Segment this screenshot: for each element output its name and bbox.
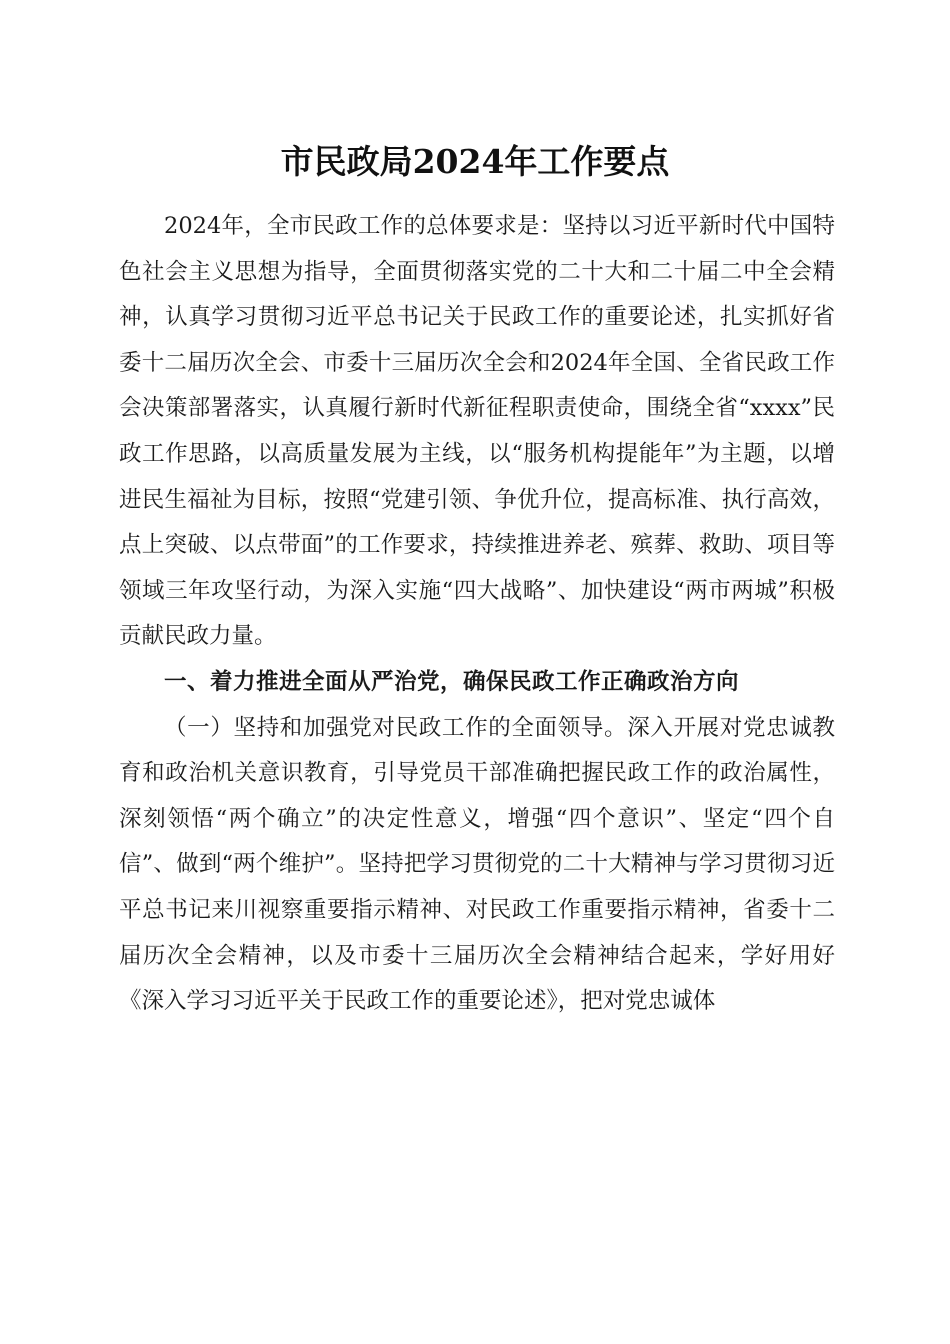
section-heading-1: 一、着力推进全面从严治党，确保民政工作正确政治方向 [164, 668, 740, 695]
section-1-item-1 [119, 706, 835, 1025]
document-title: 市民政局2024年工作要点 [280, 142, 670, 181]
document-body [119, 204, 835, 1025]
item-1-lead: （一）坚持和加强党对民政工作的全面领导。 [164, 714, 628, 741]
intro-paragraph: 2024年，全市民政工作的总体要求是：坚持以习近平新时代中国特色社会主义思想为指导，全面贯彻落实党的二十大和二十届二中全会精神，认真学习贯彻习近平总书记关于民政工作的重要论述，扎实抓好省委十二届历次全会、市委十三届历次全会和2024年全国、全省民政工作会决策部署落实，认真履行新时代新征程职责使命，围绕全省“xxxx”民政工作思路，以高质量发展为主线，以“服务机构提能年”为主题，以增进民生福祉为目标，按照“党建引领、争优升位，提高标准、执行高效，点上突破、以点带面”的工作要求，持续推进养老、殡葬、救助、项目等领域三年攻坚行动，为深入实施“四大战略”、加快建设“两市两城”积极贡献民政力量。 [119, 213, 835, 650]
item-1-text: 深入开展对党忠诚教育和政治机关意识教育，引导党员干部准确把握民政工作的政治属性，深刻领悟“两个确立”的决定性意义，增强“四个意识”、坚定“四个自信”、做到“两个维护”。坚持把学习贯彻党的二十大精神与学习贯彻习近平总书记来川视察重要指示精神、对民政工作重要指示精神，省委十二届历次全会精神，以及市委十三届历次全会精神结合起来，学好用好《深入学习习近平关于民政工作的重要论述》，把对党忠诚体 [119, 714, 835, 1015]
